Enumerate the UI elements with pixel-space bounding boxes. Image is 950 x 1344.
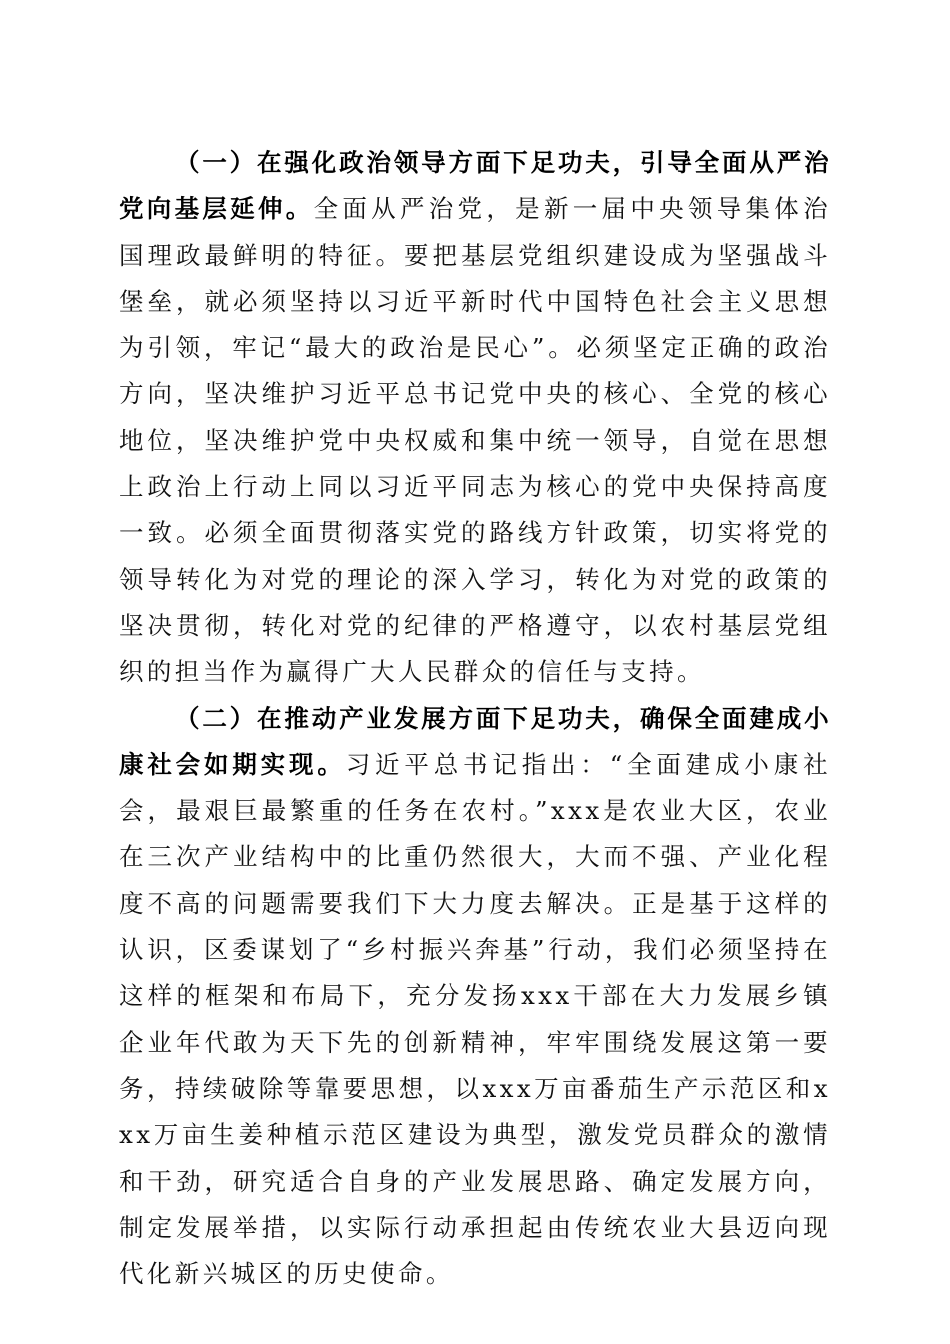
section-paragraph-2 — [119, 696, 831, 1298]
document-body — [119, 140, 831, 1297]
section-body-1: 全面从严治党，是新一届中央领导集体治国理政最鲜明的特征。要把基层党组织建设成为坚强战斗堡垒，就必须坚持以习近平新时代中国特色社会主义思想为引领，牢记“最大的政治是民心”。必须坚定正确的政治方向，坚决维护习近平总书记党中央的核心、全党的核心地位，坚决维护党中央权威和集中统一领导，自觉在思想上政治上行动上同以习近平同志为核心的党中央保持高度一致。必须全面贯彻落实党的路线方针政策，切实将党的领导转化为对党的理论的深入学习，转化为对党的政策的坚决贯彻，转化对党的纪律的严格遵守，以农村基层党组织的担当作为赢得广大人民群众的信任与支持。 — [119, 194, 831, 687]
section-paragraph-1 — [119, 140, 831, 696]
section-body-2: 习近平总书记指出：“全面建成小康社会，最艰巨最繁重的任务在农村。”xxx是农业大区，农业在三次产业结构中的比重仍然很大，大而不强、产业化程度不高的问题需要我们下大力度去解决。正是基于这样的认识，区委谋划了“乡村振兴奔基”行动，我们必须坚持在这样的框架和布局下，充分发扬xxx干部在大力发展乡镇企业年代敢为天下先的创新精神，牢牢围绕发展这第一要务，持续破除等靠要思想，以xxx万亩番茄生产示范区和xxx万亩生姜种植示范区建设为典型，激发党员群众的激情和干劲，研究适合自身的产业发展思路、确定发展方向，制定发展举措，以实际行动承担起由传统农业大县迈向现代化新兴城区的历史使命。 — [119, 749, 832, 1289]
section-heading-2: （二）在推动产业发展方面下足功夫，确保全面建成小康社会如期实现。 — [119, 703, 831, 779]
section-heading-1: （一）在强化政治领导方面下足功夫，引导全面从严治党向基层延伸。 — [119, 148, 831, 224]
